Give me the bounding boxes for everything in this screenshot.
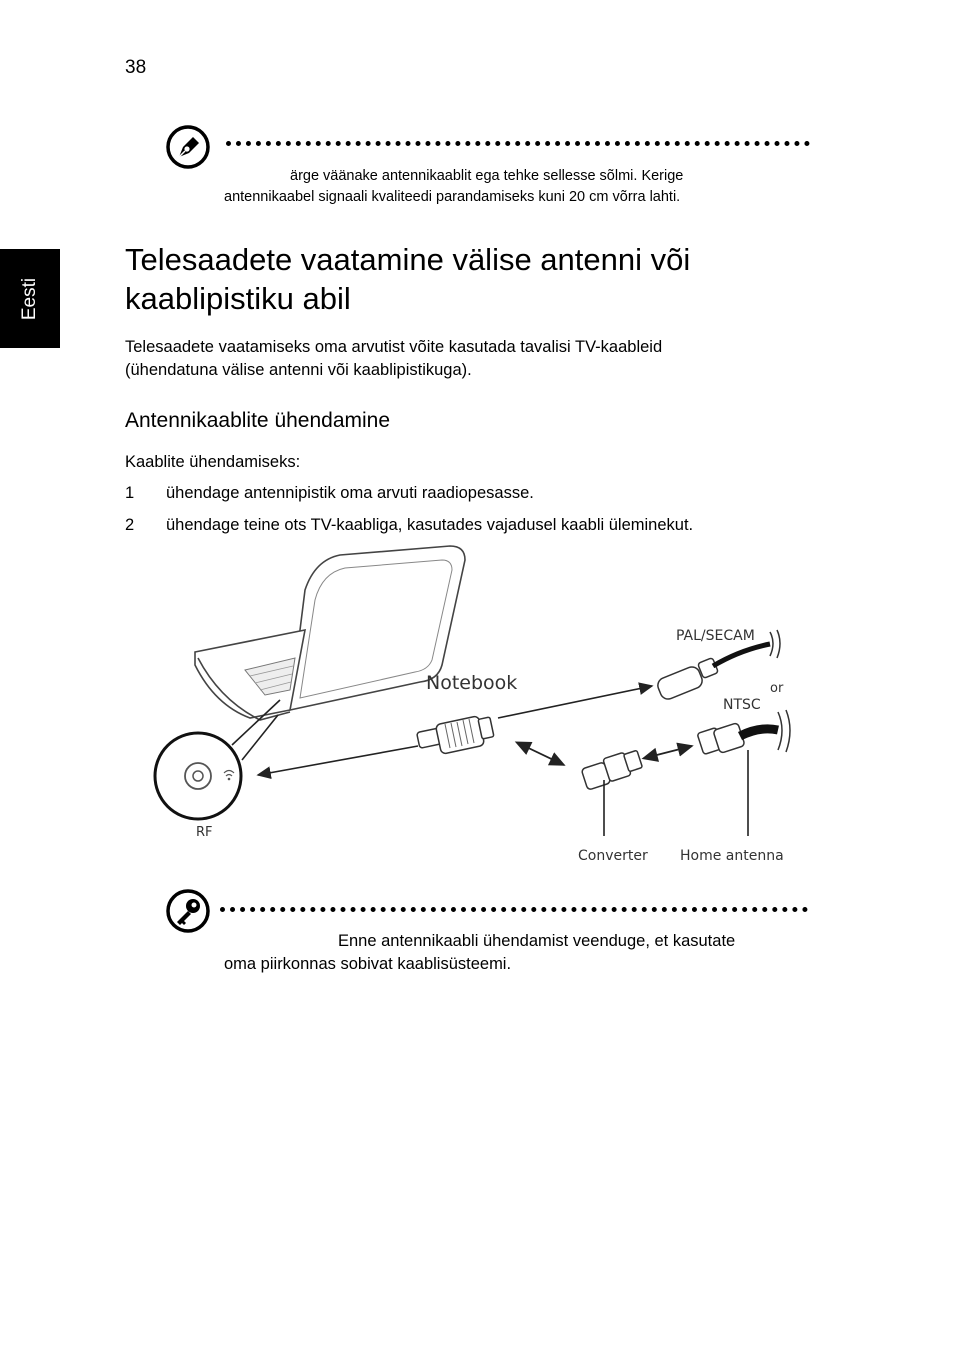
note-bottom-line1: Enne antennikaabli ühendamist veenduge, et kasutate <box>338 932 736 950</box>
pal-secam-connector-illustration <box>655 658 718 702</box>
section-intro-line2: (ühendatuna välise antenni või kaablipistikuga). <box>125 361 472 379</box>
step-text: ühendage teine ots TV-kaabliga, kasutades vajadusel kaabli üleminekut. <box>166 516 694 534</box>
section-intro <box>125 336 662 382</box>
section-intro-line1: Telesaadete vaatamiseks oma arvutist võite kasutada tavalisi TV-kaableid <box>125 338 663 356</box>
pen-note-icon <box>166 125 210 169</box>
section-title-line1: Telesaadete vaatamine välise antenni või <box>125 242 691 277</box>
language-tab <box>0 249 60 348</box>
note-top-line2: antennikaabel signaali kvaliteedi parandamiseks kuni 20 cm võrra lahti. <box>224 189 681 205</box>
step-number: 2 <box>125 516 135 534</box>
note-divider-top <box>226 141 810 146</box>
note-divider-bottom <box>220 907 808 912</box>
home-antenna-label: Home antenna <box>680 848 784 864</box>
note-bottom-line2: oma piirkonnas sobivat kaablisüsteemi. <box>224 955 512 973</box>
converter-label: Converter <box>578 848 648 864</box>
rf-label: RF <box>196 825 213 840</box>
section-title <box>125 240 825 318</box>
ntsc-connector-illustration <box>697 723 745 755</box>
rf-port-illustration <box>155 733 241 819</box>
subsection-title: Antennikaablite ühendamine <box>125 409 391 432</box>
or-label: or <box>770 681 784 696</box>
language-tab-label: Eesti <box>19 277 40 321</box>
converter-illustration <box>581 750 642 790</box>
page-number: 38 <box>125 57 147 78</box>
subsection-lead: Kaablite ühendamiseks: <box>125 453 301 471</box>
step-text: ühendage antennipistik oma arvuti raadiopesasse. <box>166 484 534 502</box>
note-top-line1: ärge väänake antennikaablit ega tehke sellesse sõlmi. Kerige <box>290 168 684 184</box>
rf-plug-illustration <box>417 716 494 754</box>
antenna-connection-figure <box>150 540 800 870</box>
key-note-icon <box>166 889 210 933</box>
section-title-line2: kaablipistiku abil <box>125 281 351 316</box>
notebook-illustration <box>195 546 465 720</box>
notebook-label: Notebook <box>426 672 518 694</box>
pal-secam-label: PAL/SECAM <box>676 628 755 644</box>
ntsc-label: NTSC <box>723 697 761 713</box>
step-number: 1 <box>125 484 135 502</box>
